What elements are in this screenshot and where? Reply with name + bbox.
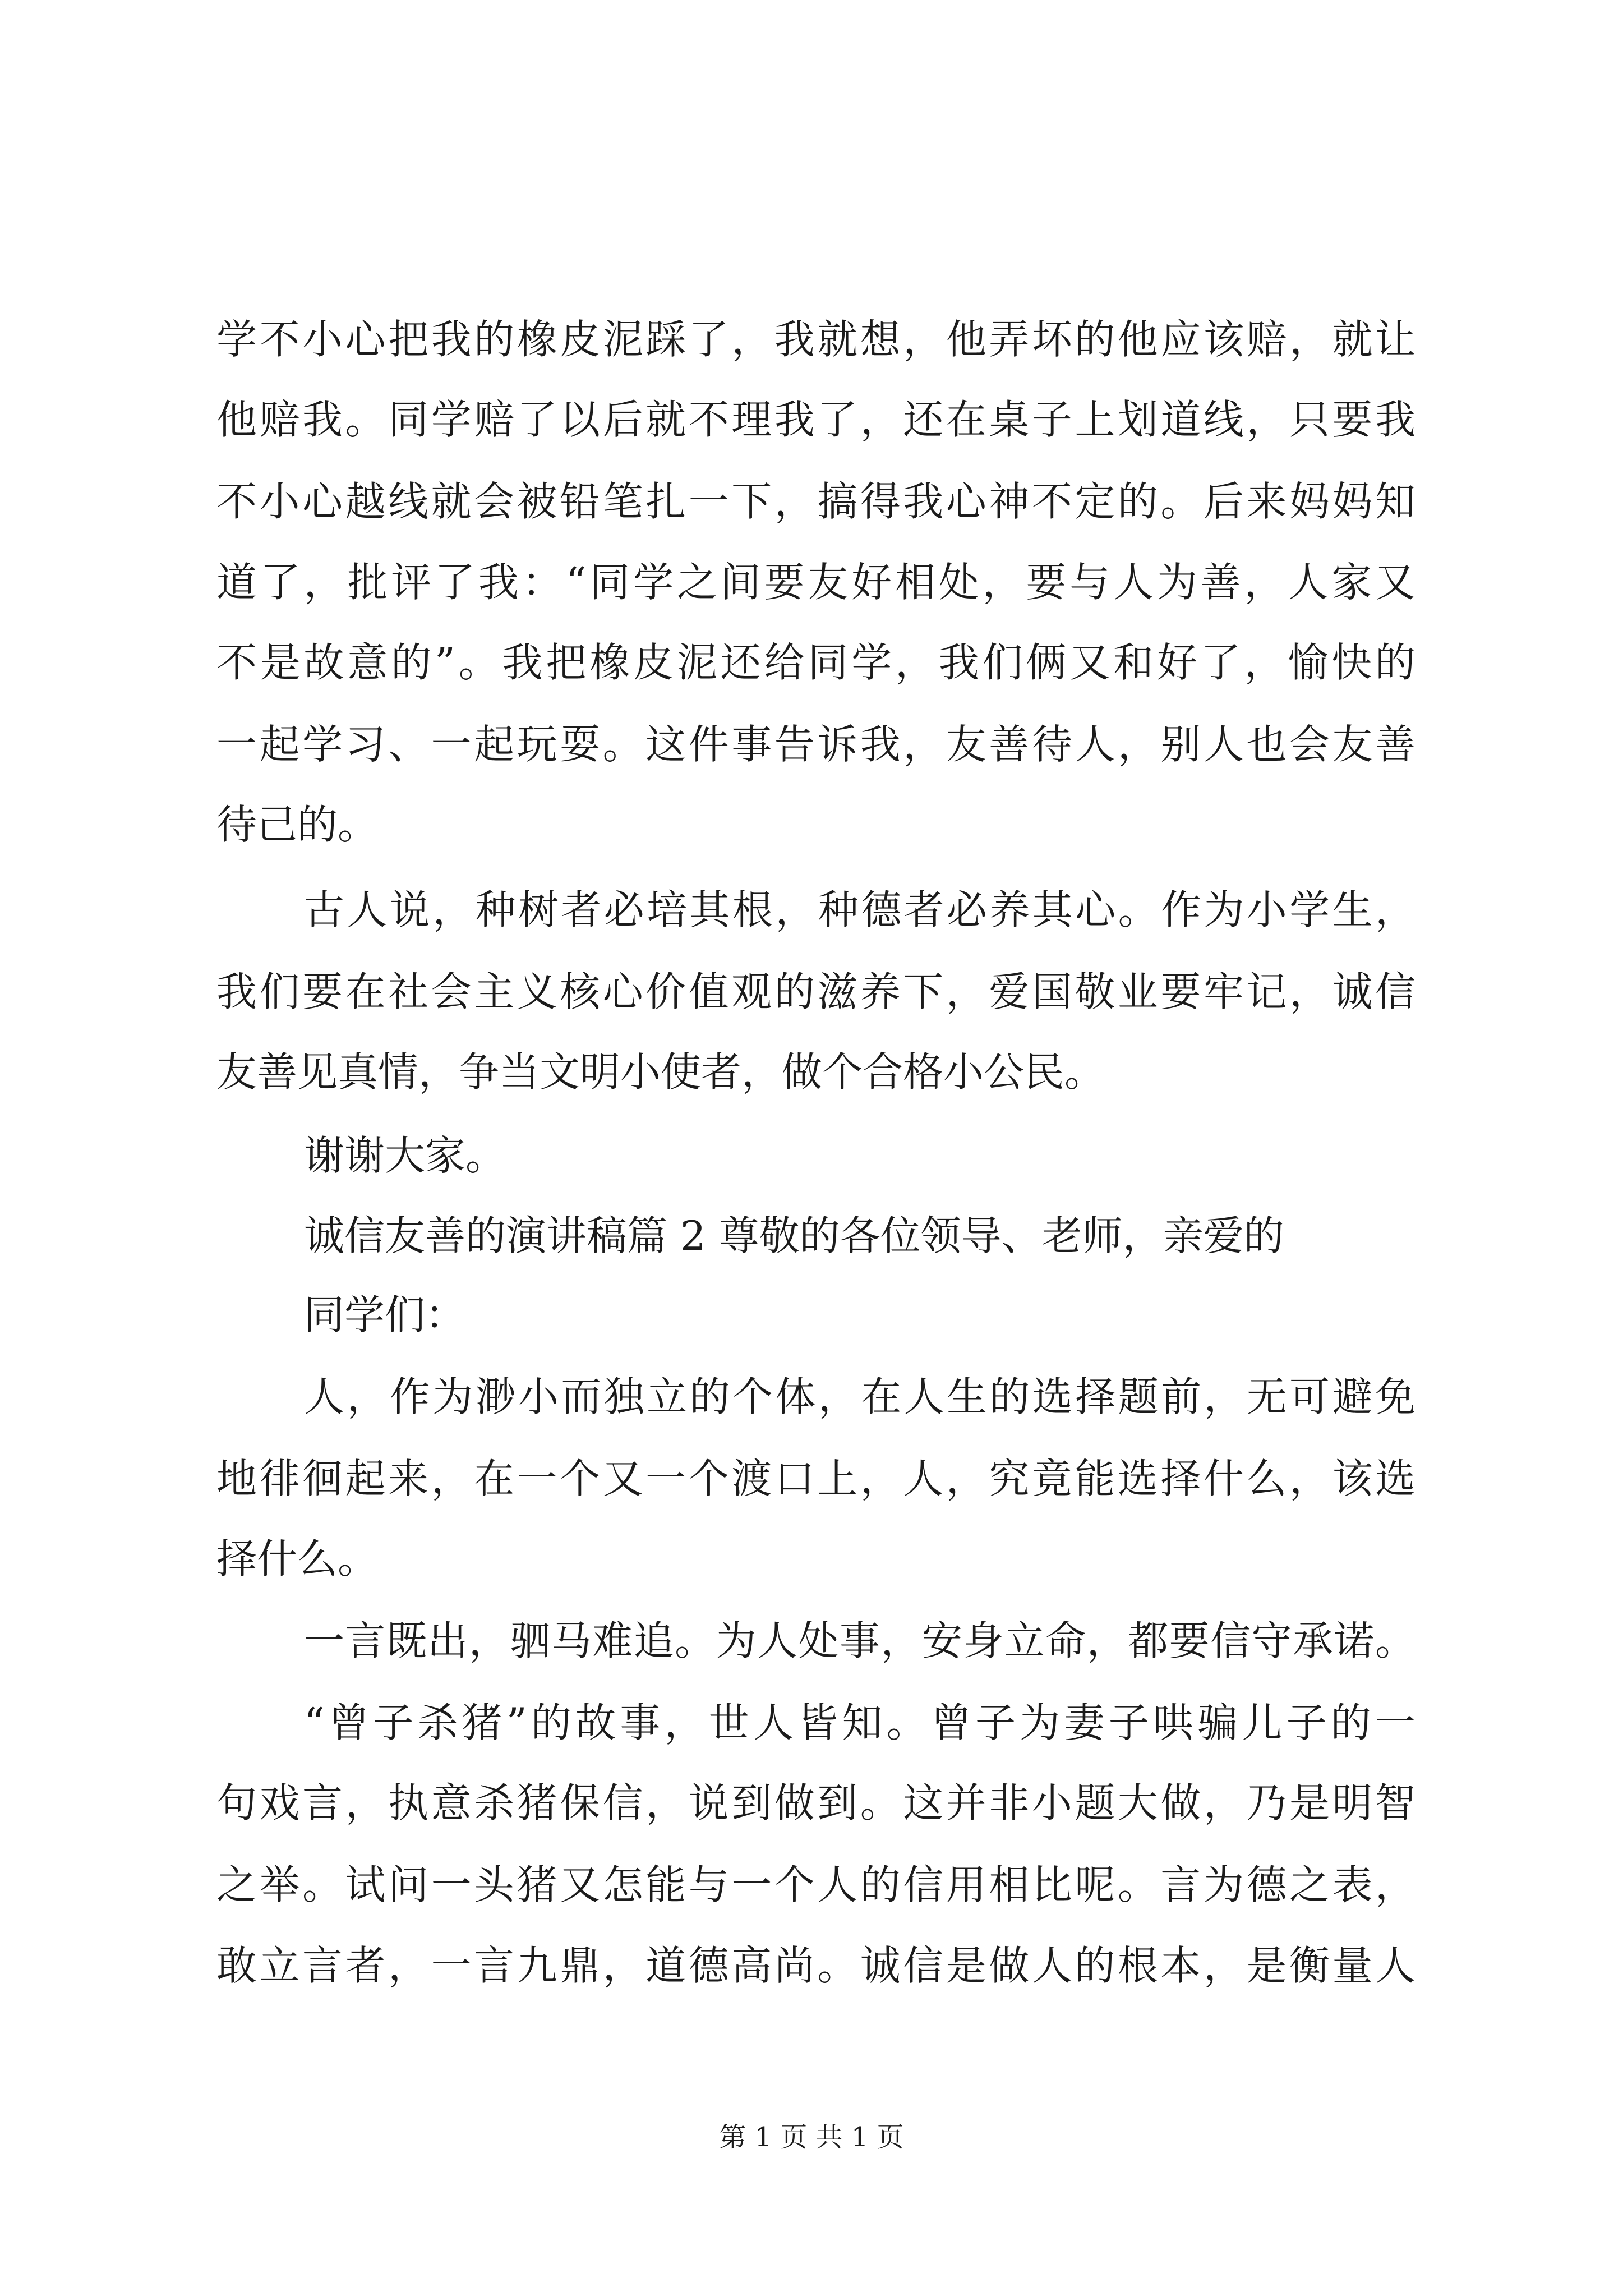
body-text-line: 敢立言者，一言九鼎，道德高尚。诚信是做人的根本，是衡量人 xyxy=(216,1942,1415,1989)
body-text-line: 地徘徊起来，在一个又一个渡口上，人，究竟能选择什么，该选 xyxy=(216,1455,1415,1502)
salutation-line: 同学们： xyxy=(304,1291,466,1338)
body-text-line: 之举。试问一头猪又怎能与一个人的信用相比呢。言为德之表， xyxy=(216,1861,1415,1908)
body-text-line: 学不小心把我的橡皮泥踩了，我就想，他弄坏的他应该赔，就让 xyxy=(216,316,1415,363)
body-text-line: 不是故意的”。我把橡皮泥还给同学，我们俩又和好了，愉快的 xyxy=(216,639,1415,686)
body-text-line: 一言既出，驷马难追。为人处事，安身立命，都要信守承诺。 xyxy=(304,1617,1415,1664)
body-text-line: 我们要在社会主义核心价值观的滋养下，爱国敬业要牢记，诚信 xyxy=(216,968,1415,1015)
body-text-line: 待己的。 xyxy=(216,801,379,848)
body-text-line: 一起学习、一起玩耍。这件事告诉我，友善待人，别人也会友善 xyxy=(216,721,1415,768)
body-text-line: 他赔我。同学赔了以后就不理我了，还在桌子上划道线，只要我 xyxy=(216,396,1415,443)
body-text-line: 古人说，种树者必培其根，种德者必养其心。作为小学生， xyxy=(304,886,1415,933)
body-text-line: 人，作为渺小而独立的个体，在人生的选择题前，无可避免 xyxy=(304,1373,1415,1420)
page-number-footer: 第 1 页 共 1 页 xyxy=(719,2122,904,2153)
body-text-line: 友善见真情，争当文明小使者，做个合格小公民。 xyxy=(216,1048,1105,1096)
body-text-line: “曾子杀猪”的故事，世人皆知。曾子为妻子哄骗儿子的一 xyxy=(304,1699,1415,1746)
body-text-line: 道了，批评了我：“同学之间要友好相处，要与人为善，人家又 xyxy=(216,559,1415,606)
body-text-line: 择什么。 xyxy=(216,1535,379,1582)
body-text-line: 谢谢大家。 xyxy=(304,1132,506,1179)
body-text-line: 不小心越线就会被铅笔扎一下，搞得我心神不定的。后来妈妈知 xyxy=(216,478,1415,525)
body-text-line: 句戏言，执意杀猪保信，说到做到。这并非小题大做，乃是明智 xyxy=(216,1779,1415,1826)
section-heading-line: 诚信友善的演讲稿篇 2 尊敬的各位领导、老师，亲爱的 xyxy=(304,1212,1284,1259)
